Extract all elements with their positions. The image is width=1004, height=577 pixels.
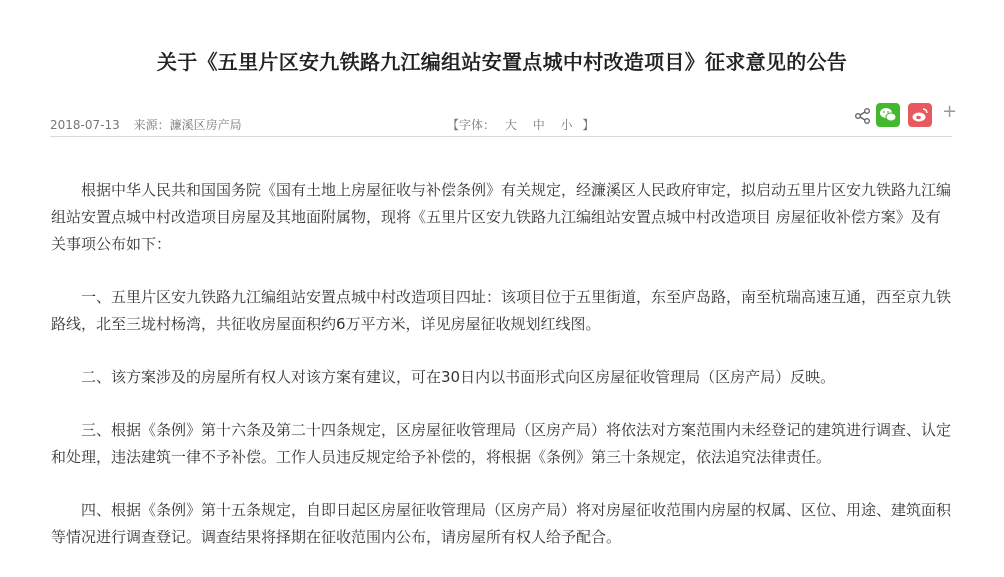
- paragraph-4: 四、根据《条例》第十五条规定，自即日起区房屋征收管理局（区房产局）将对房屋征收范围内房屋的权属、区位、用途、建筑面积等情况进行调查登记。调查结果将择期在征收范围内公布，请房屋所有权人给予配合。: [51, 501, 952, 546]
- font-size-label: 【字体：: [447, 118, 496, 132]
- wechat-icon[interactable]: [876, 103, 900, 127]
- paragraph-2: 二、该方案涉及的房屋所有权人对该方案有建议，可在30日内以书面形式向区房屋征收管理局（区房产局）反映。: [81, 368, 836, 386]
- weibo-icon[interactable]: [908, 103, 932, 127]
- paragraph-3: 三、根据《条例》第十六条及第二十四条规定，区房屋征收管理局（区房产局）将依法对方案范围内未经登记的建筑进行调查、认定和处理，违法建筑一律不予补偿。工作人员违反规定给予补偿的，将根据《条例》第三十条规定，依法追究法律责任。: [51, 421, 952, 466]
- article-source: 来源：濂溪区房产局: [133, 118, 242, 132]
- page-title: 关于《五里片区安九铁路九江编组站安置点城中村改造项目》征求意见的公告: [156, 50, 848, 74]
- share-icon[interactable]: [854, 107, 872, 125]
- font-size-large[interactable]: 大: [504, 118, 517, 132]
- article-meta: [50, 101, 958, 137]
- paragraph-intro: 根据中华人民共和国国务院《国有土地上房屋征收与补偿条例》有关规定，经濂溪区人民政府审定，拟启动五里片区安九铁路九江编组站安置点城中村改造项目房屋及其地面附属物，现将《五里片区安九铁路九江编组站安置点城中村改造项目 房屋征收补偿方案》及有关事项公布如下：: [51, 181, 952, 253]
- publish-date: 2018-07-13: [50, 118, 120, 132]
- paragraph-1: 一、五里片区安九铁路九江编组站安置点城中村改造项目四址：该项目位于五里街道，东至庐岛路，南至杭瑞高速互通，西至京九铁路线，北至三垅村杨湾，共征收房屋面积约6万平方米，详见房屋征收规划红线图。: [51, 288, 952, 333]
- font-size-control: [447, 116, 594, 133]
- plus-icon[interactable]: +: [942, 101, 958, 122]
- font-size-small[interactable]: 小: [560, 118, 573, 132]
- article-body: [51, 177, 953, 577]
- font-size-close: 】: [582, 118, 595, 132]
- font-size-medium[interactable]: 中: [532, 118, 545, 132]
- meta-left: [50, 116, 252, 133]
